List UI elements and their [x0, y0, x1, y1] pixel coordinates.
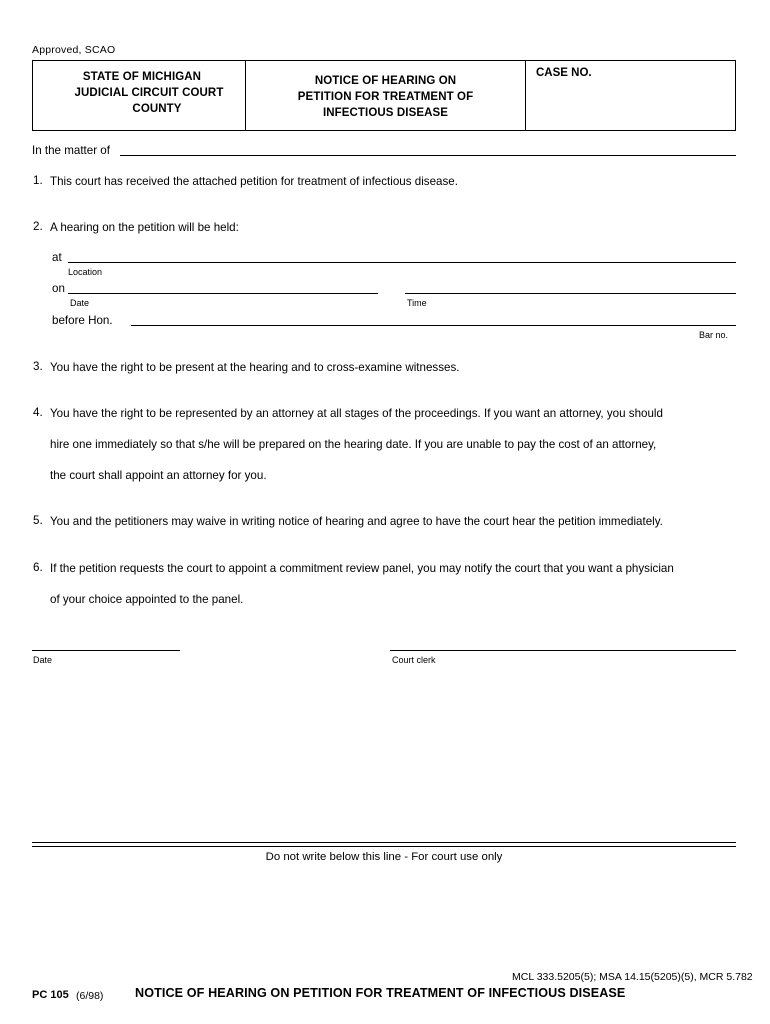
bar-no-label: Bar no. [699, 330, 729, 340]
date-field[interactable] [68, 293, 378, 294]
in-the-matter-of-field[interactable] [120, 155, 736, 156]
court-line-3: COUNTY [132, 103, 182, 115]
item-5-text: You and the petitioners may waive in writing notice of hearing and agree to have the court hear the petition immediately. [50, 515, 663, 528]
location-label: Location [68, 267, 103, 277]
item-6-number: 6. [33, 561, 43, 574]
form-header-table [32, 60, 736, 131]
date-label: Date [70, 298, 90, 308]
approved-scao-label: Approved, SCAO [32, 44, 116, 56]
location-field[interactable] [68, 262, 736, 263]
judge-field[interactable] [131, 325, 736, 326]
item-4-line-1: You have the right to be represented by an attorney at all stages of the proceedings. If you want an attorney, you should [50, 407, 663, 420]
item-1-text: This court has received the attached petition for treatment of infectious disease. [50, 175, 458, 188]
court-identification-cell [33, 61, 246, 130]
item-6-line-1: If the petition requests the court to appoint a commitment review panel, you may notify the court that you want a physician [50, 562, 674, 575]
on-label: on [52, 282, 65, 295]
signature-date-label: Date [33, 655, 53, 665]
court-line-1: STATE OF MICHIGAN [82, 71, 202, 83]
form-title-line-3: INFECTIOUS DISEASE [322, 107, 449, 119]
item-3-number: 3. [33, 360, 43, 373]
form-revision-date: (6/98) [76, 990, 104, 1002]
form-title-line-1: NOTICE OF HEARING ON [314, 75, 457, 87]
item-4-line-3: the court shall appoint an attorney for you. [50, 469, 267, 482]
item-1-number: 1. [33, 174, 43, 187]
court-use-divider-top [32, 842, 736, 843]
do-not-write-notice: Do not write below this line - For court use only [265, 851, 503, 863]
before-hon-label: before Hon. [52, 314, 113, 327]
time-field[interactable] [405, 293, 736, 294]
court-line-2: JUDICIAL CIRCUIT COURT [74, 87, 224, 99]
statutory-citations: MCL 333.5205(5); MSA 14.15(5205)(5), MCR 5.782 [512, 971, 753, 983]
in-the-matter-of-label: In the matter of [32, 144, 110, 157]
court-clerk-field[interactable] [390, 650, 736, 651]
signature-date-field[interactable] [32, 650, 180, 651]
at-label: at [52, 251, 62, 264]
case-no-label: CASE NO. [536, 67, 592, 79]
item-4-number: 4. [33, 406, 43, 419]
footer-form-title: NOTICE OF HEARING ON PETITION FOR TREATMENT OF INFECTIOUS DISEASE [135, 986, 626, 1000]
item-2-number: 2. [33, 220, 43, 233]
item-5-number: 5. [33, 514, 43, 527]
court-clerk-label: Court clerk [392, 655, 436, 665]
form-title-line-2: PETITION FOR TREATMENT OF [297, 91, 474, 103]
form-number: PC 105 [32, 989, 69, 1001]
item-6-line-2: of your choice appointed to the panel. [50, 593, 244, 606]
form-title-cell [246, 61, 526, 130]
item-2-text: A hearing on the petition will be held: [50, 221, 239, 234]
case-number-cell[interactable] [526, 61, 735, 130]
item-3-text: You have the right to be present at the hearing and to cross-examine witnesses. [50, 361, 460, 374]
item-4-line-2: hire one immediately so that s/he will be prepared on the hearing date. If you are unable to pay the cost of an attorney, [50, 438, 657, 451]
court-use-divider-bottom [32, 846, 736, 847]
time-label: Time [407, 298, 427, 308]
